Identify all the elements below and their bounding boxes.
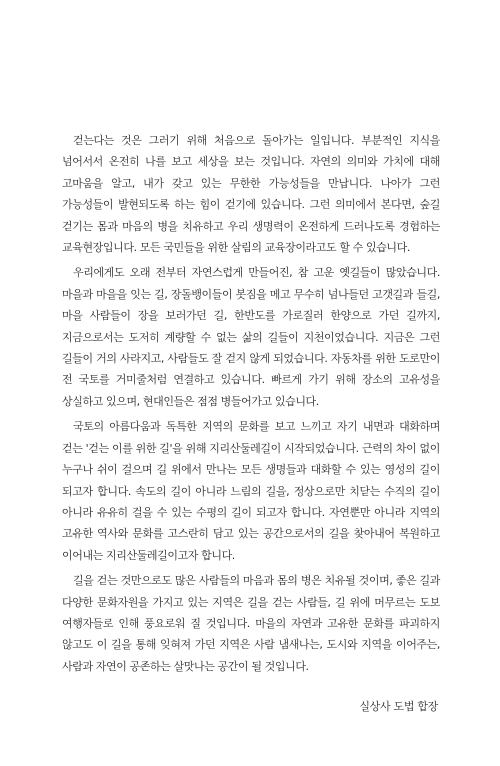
paragraph-3: 국토의 아름다움과 독특한 지역의 문화를 보고 느끼고 자기 내면과 대화하며 걷는 '걷는 이를 위한 길'을 위해 지리산둘레길이 시작되었습니다. 근력의 차이 없이 누구나 쉬이 걸으며 길 위에서 만나는 모든 생명들과 대화할 수 있는 영성의 길이 되고자 합니다. 속도의 길이 아니라 느림의 길을, 정상으로만 치닫는 수직의 길이 아니라 유유히 걸을 수 있는 수평의 길이 되고자 합니다. 자연뿐만 아니라 지역의 고유한 역사와 문화를 고스란히 담고 있는 공간으로서의 길을 찾아내어 복원하고 이어내는 지리산둘레길이고자 합니다. (62, 420, 440, 562)
paragraph-4: 길을 걷는 것만으로도 많은 사람들의 마음과 몸의 병은 치유될 것이며, 좋은 길과 다양한 문화자원을 가지고 있는 지역은 길을 걷는 사람들, 길 위에 머무르는 도보 여행자들로 인해 풍요로워 질 것입니다. 마을의 자연과 고유한 문화를 파괴하지 않고도 이 길을 통해 잊혀져 가던 지역은 사람 냄새나는, 도시와 지역을 이어주는, 사람과 자연이 공존하는 살맛나는 공간이 될 것입니다. (62, 574, 440, 673)
signature: 실상사 도법 합장 (359, 700, 438, 713)
body-text (62, 130, 440, 677)
paragraph-1: 걷는다는 것은 그러기 위해 처음으로 돌아가는 일입니다. 부분적인 지식을 넘어서서 온전히 나를 보고 세상을 보는 것입니다. 자연의 의미와 가치에 대해 고마움을 알고, 내가 갖고 있는 무한한 가능성들을 만납니다. 나아가 그런 가능성들이 발현되도록 하는 힘이 걷기에 있습니다. 그런 의미에서 본다면, 숲길 걷기는 몸과 마음의 병을 치유하고 우리 생명력이 온전하게 드러나도록 경험하는 교육현장입니다. 모든 국민들을 위한 살림의 교육장이라고도 할 수 있습니다. (62, 134, 440, 255)
paragraph-2: 우리에게도 오래 전부터 자연스럽게 만들어진, 참 고운 옛길들이 많았습니다. 마을과 마을을 잇는 길, 장돌뱅이들이 봇짐을 메고 무수히 넘나들던 고갯길과 들길, 마을 사람들이 장을 보러가던 길, 한반도를 가로질러 한양으로 가던 길까지, 지금으로서는 도저히 계량할 수 없는 삶의 길들이 지천이었습니다. 지금은 그런 길들이 거의 사라지고, 사람들도 잘 걷지 않게 되었습니다. 자동차를 위한 도로만이 전 국토를 거미줄처럼 연결하고 있습니다. 빠르게 가기 위해 장소의 고유성을 상실하고 있으며, 현대인들은 점점 병들어가고 있습니다. (62, 266, 440, 408)
